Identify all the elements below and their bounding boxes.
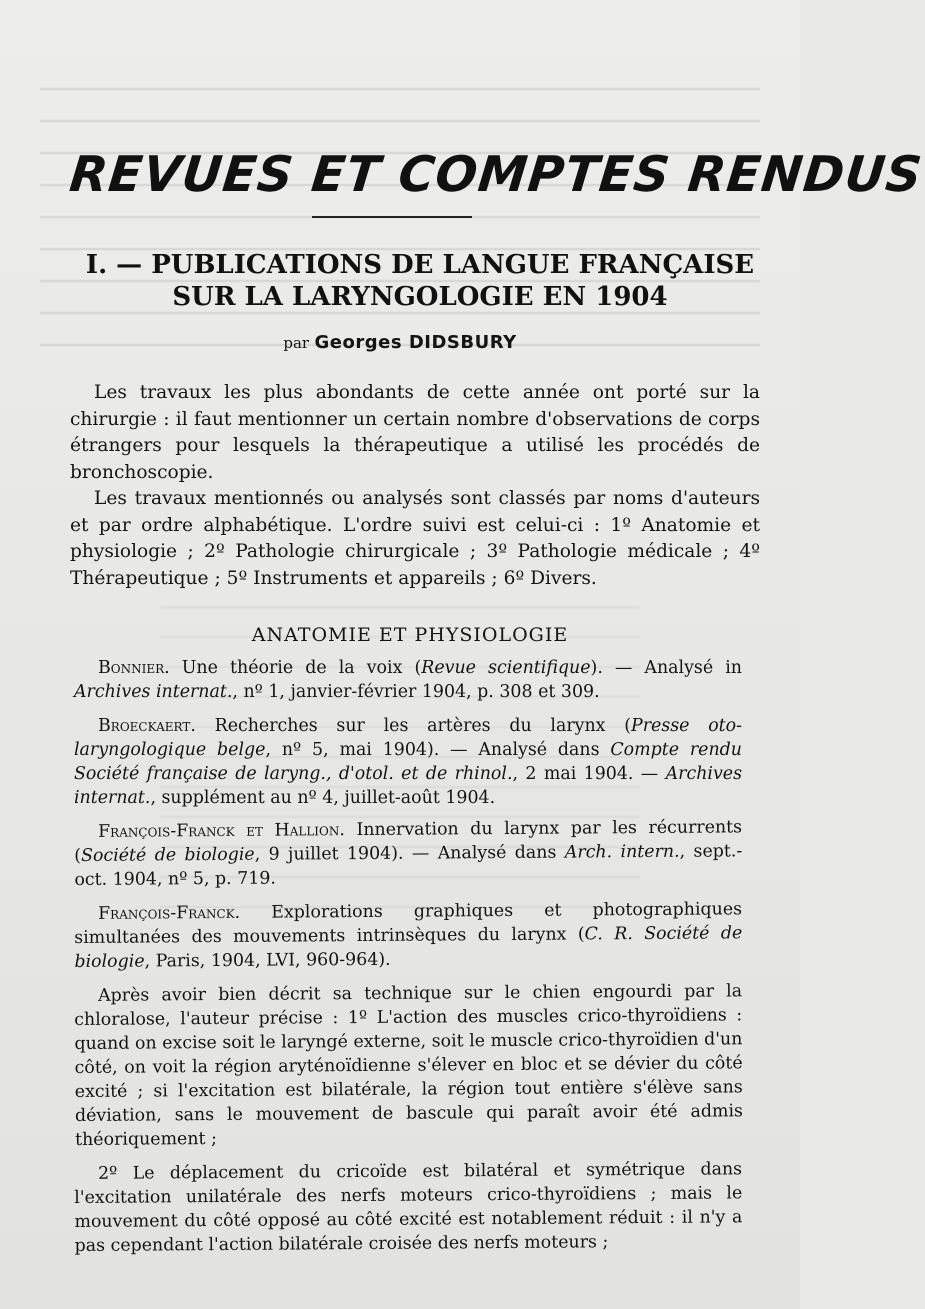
entry-author: Broeckaert.: [98, 716, 196, 736]
bibliography-entry: [74, 714, 742, 810]
entry-author: François-Franck et Hallion.: [98, 820, 345, 842]
bibliography-entry: [74, 656, 742, 704]
entry-text: , nº 5, mai 1904). — Analysé dans: [265, 740, 611, 760]
entry-text: , 2 mai 1904. —: [512, 764, 666, 784]
entry-text: Innervation du larynx par les récurrents (: [74, 817, 743, 866]
entry-source: Archives internat.: [74, 682, 233, 702]
bibliography-entry: [74, 897, 742, 974]
intro-paragraph: Les travaux mentionnés ou analysés sont classés par noms d'auteurs et par ordre alphabétique. L'ordre suivi est celui-ci : 1º Anatomie et physiologie ; 2º Pathologie chirurgicale ; 3º Pathologie médicale ; 4º Thérapeutique ; 5º Instruments et appareils ; 6º Divers.: [70, 488, 760, 589]
author-name: Georges DIDSBURY: [314, 332, 517, 353]
analysis-paragraph: 2º Le déplacement du cricoïde est bilatéral et symétrique dans l'excitation unilatérale des nerfs moteurs crico-thyroïdiens ; mais le mouvement du côté opposé au côté excité est notablement réduit : il n'y a pas cependant l'action bilatérale croisée des nerfs moteurs ;: [74, 1159, 743, 1256]
bibliography-entry: [74, 815, 742, 892]
entry-text: Une théorie de la voix (: [169, 658, 422, 678]
entry-source: Compte rendu Société française de laryng., d'otol. et de rhinol.: [74, 740, 742, 784]
entry-text: Recherches sur les artères du larynx (: [195, 716, 632, 736]
byline-prefix: par: [283, 334, 310, 352]
entry-text: , nº 1, janvier-février 1904, p. 308 et 309.: [232, 682, 600, 702]
entry-text: , supplément au nº 4, juillet-août 1904.: [150, 788, 496, 808]
entry-title: Société de biologie: [80, 844, 255, 866]
section-title-line2: SUR LA LARYNGOLOGIE EN 1904: [172, 282, 668, 312]
entry-title: Revue scientifique: [421, 658, 591, 678]
analysis-paragraph: Après avoir bien décrit sa technique sur le chien engourdi par la chloralose, l'auteur précise : 1º L'action des muscles crico-thyroïdiens : quand on excise soit le laryngé externe, soit le muscle crico-thyroïdien d'un côté, on voit la région aryténoïdienne s'élever en bloc et se dévier du côté excité ; si l'excitation est bilatérale, la région tout entière s'élève sans déviation, sans le mouvement de bascule qui paraît avoir été admis théoriquement ;: [74, 981, 743, 1150]
bibliography-entries: [74, 656, 742, 1268]
intro-text: [70, 380, 760, 592]
entry-text: , sept.-oct. 1904, nº 5, p. 719.: [74, 841, 743, 890]
entry-source: Arch. intern.: [564, 841, 680, 863]
intro-paragraph: Les travaux les plus abondants de cette année ont porté sur la chirurgie : il faut mentionner un certain nombre d'observations de corps étrangers pour lesquels la thérapeutique a utilisé les procédés de bronchoscopie.: [70, 382, 760, 483]
entry-title: C. R. Société de biologie: [74, 923, 743, 972]
section-heading-line1: [80, 249, 760, 281]
byline: [250, 332, 550, 353]
entry-text: Explorations graphiques et photographiques simultanées des mouvements intrinsèques du larynx (: [74, 899, 743, 948]
entry-author: Bonnier.: [98, 658, 170, 678]
entry-text: , 9 juillet 1904). — Analysé dans: [254, 842, 565, 865]
section-title-line1: PUBLICATIONS DE LANGUE FRANÇAISE: [151, 250, 755, 280]
entry-title: Presse oto-laryngologique belge: [74, 716, 743, 760]
entry-source: Archives internat.: [74, 764, 742, 808]
section-heading: [80, 249, 760, 313]
title-rule: [312, 216, 472, 218]
entry-author: François-Franck.: [98, 902, 241, 924]
subsection-heading: [100, 624, 720, 646]
section-number: I. —: [85, 250, 143, 280]
subsection-title: ANATOMIE ET PHYSIOLOGIE: [251, 624, 569, 646]
entry-text: , Paris, 1904, LVI, 960-964).: [144, 949, 391, 972]
page-title: REVUES ET COMPTES RENDUS: [67, 146, 925, 203]
entry-text: ). — Analysé in: [590, 658, 742, 678]
